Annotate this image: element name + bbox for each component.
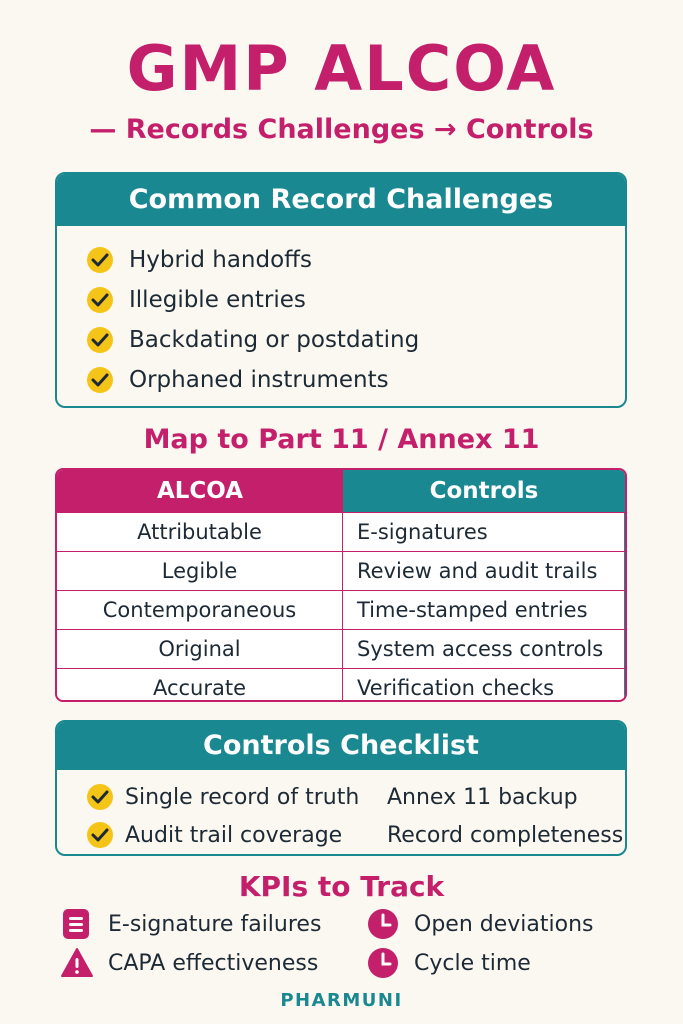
control-cell: System access controls: [343, 630, 625, 668]
list-item: Single record of truth: [87, 780, 387, 814]
challenges-card: [55, 172, 627, 408]
kpi-item: E-signature failures: [60, 907, 321, 941]
kpi-heading: KPIs to Track: [238, 870, 445, 903]
kpi-item: Cycle time: [366, 946, 531, 980]
kpi-item: Open deviations: [366, 907, 593, 941]
page-title: GMP ALCOA: [126, 32, 557, 105]
mapping-heading: Map to Part 11 / Annex 11: [143, 424, 540, 455]
table-row: [57, 629, 625, 668]
check-icon: [87, 287, 113, 313]
alcoa-cell: Contemporaneous: [57, 591, 343, 629]
column-header-alcoa: ALCOA: [57, 470, 343, 512]
table-row: [57, 590, 625, 629]
control-cell: E-signatures: [343, 513, 625, 551]
list-item: Backdating or postdating: [87, 320, 625, 360]
check-icon: [87, 367, 113, 393]
brand-logo: PHARMUNI: [280, 990, 403, 1011]
table-row: [57, 551, 625, 590]
list-item: Audit trail coverage: [87, 818, 387, 852]
list-item: Annex 11 backup: [387, 784, 578, 810]
challenges-heading: Common Record Challenges: [57, 174, 625, 226]
table-row: [57, 668, 625, 702]
list-item: Hybrid handoffs: [87, 240, 625, 280]
warning-icon: [60, 946, 94, 980]
kpi-item: CAPA effectiveness: [60, 946, 318, 980]
control-cell: Verification checks: [343, 669, 625, 702]
checklist-card: [55, 720, 627, 856]
column-header-controls: Controls: [343, 470, 625, 512]
list-item: Illegible entries: [87, 280, 625, 320]
page-subtitle: — Records Challenges → Controls: [89, 114, 594, 145]
control-cell: Review and audit trails: [343, 552, 625, 590]
clock-icon: [366, 946, 400, 980]
list-item: Orphaned instruments: [87, 360, 625, 400]
check-icon: [87, 822, 113, 848]
clock-icon: [366, 907, 400, 941]
table-header: [57, 470, 625, 512]
alcoa-cell: Legible: [57, 552, 343, 590]
list-item: Record completeness: [387, 822, 624, 848]
table-row: [57, 512, 625, 551]
alcoa-cell: Accurate: [57, 669, 343, 702]
control-cell: Time-stamped entries: [343, 591, 625, 629]
check-icon: [87, 327, 113, 353]
document-icon: [60, 907, 94, 941]
checklist-heading: Controls Checklist: [57, 722, 625, 770]
challenges-list: [57, 226, 625, 400]
alcoa-cell: Attributable: [57, 513, 343, 551]
check-icon: [87, 247, 113, 273]
alcoa-cell: Original: [57, 630, 343, 668]
mapping-table: [55, 468, 627, 702]
checklist-grid: [57, 770, 625, 852]
check-icon: [87, 784, 113, 810]
